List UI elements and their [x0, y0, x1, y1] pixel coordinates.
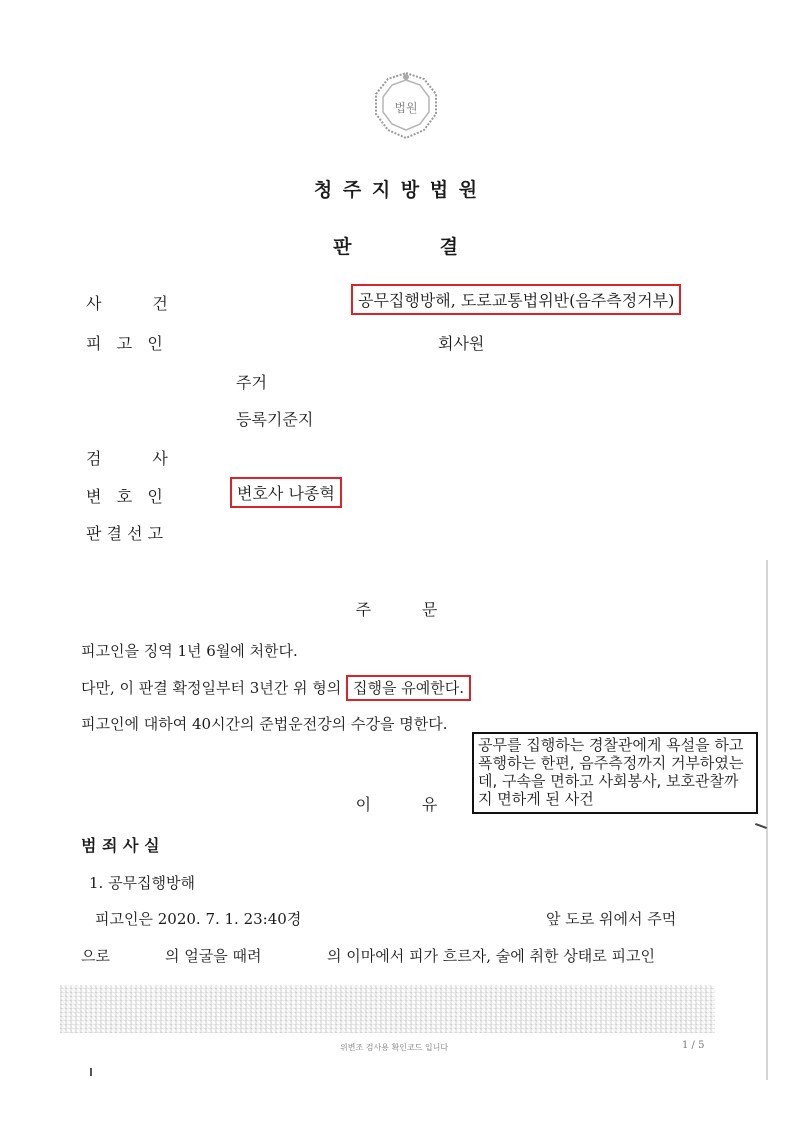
sentencing-label: 판 결 선 고 — [86, 524, 164, 543]
document-type: 판 결 — [333, 236, 460, 258]
paragraph-2-b: 의 얼굴을 때려 — [165, 947, 262, 965]
paragraph-1-start: 피고인은 2020. 7. 1. 23:40경 — [95, 910, 302, 928]
defendant-label: 피 고 인 — [86, 334, 163, 353]
case-title: 공무집행방해, 도로교통법위반(음주측정거부) — [351, 284, 681, 315]
scan-edge-line — [766, 560, 768, 1080]
order-heading: 주 문 — [355, 600, 438, 619]
court-seal-icon — [370, 70, 442, 142]
page-number: 1 / 5 — [682, 1040, 705, 1051]
reason-heading: 이 유 — [355, 795, 438, 814]
case-label: 사 건 — [86, 294, 168, 313]
scan-mark-small — [90, 1068, 92, 1076]
case-summary-note: 공무를 집행하는 경찰관에게 욕설을 하고 폭행하는 한편, 음주측정까지 거부하였는데, 구속을 면하고 사회봉사, 보호관찰까지 면하게 된 사건 — [472, 732, 758, 814]
court-name: 청 주 지 방 법 원 — [313, 179, 480, 201]
paragraph-1-end: 앞 도로 위에서 주먹 — [546, 910, 677, 928]
defense-attorney: 변호사 나종혁 — [230, 477, 342, 508]
order-line-2 — [81, 677, 471, 698]
order-line-2-prefix: 다만, 이 판결 확정일부터 3년간 위 형의 — [81, 679, 347, 697]
order-line-1: 피고인을 징역 1년 6월에 처한다. — [81, 642, 298, 660]
residence-label: 주거 — [236, 373, 267, 392]
registry-label: 등록기준지 — [236, 410, 314, 429]
redacted-noise-strip — [60, 985, 715, 1033]
footer-notice: 위변조 검사용 확인코드 입니다 — [340, 1043, 449, 1052]
seal-text: 법원 — [394, 101, 418, 115]
paragraph-2-c: 의 이마에서 피가 흐르자, 술에 취한 상태로 피고인 — [327, 947, 655, 965]
suspended-execution-highlight: 집행을 유예한다. — [346, 675, 471, 701]
order-line-3: 피고인에 대하여 40시간의 준법운전강의 수강을 명한다. — [81, 715, 448, 733]
prosecutor-label: 검 사 — [86, 449, 168, 468]
section-heading: 범 죄 사 실 — [81, 836, 160, 855]
item-1-heading: 1. 공무집행방해 — [89, 874, 196, 892]
defendant-occupation: 회사원 — [438, 334, 485, 353]
defense-label: 변 호 인 — [86, 487, 163, 506]
paragraph-2-a: 으로 — [81, 947, 110, 965]
